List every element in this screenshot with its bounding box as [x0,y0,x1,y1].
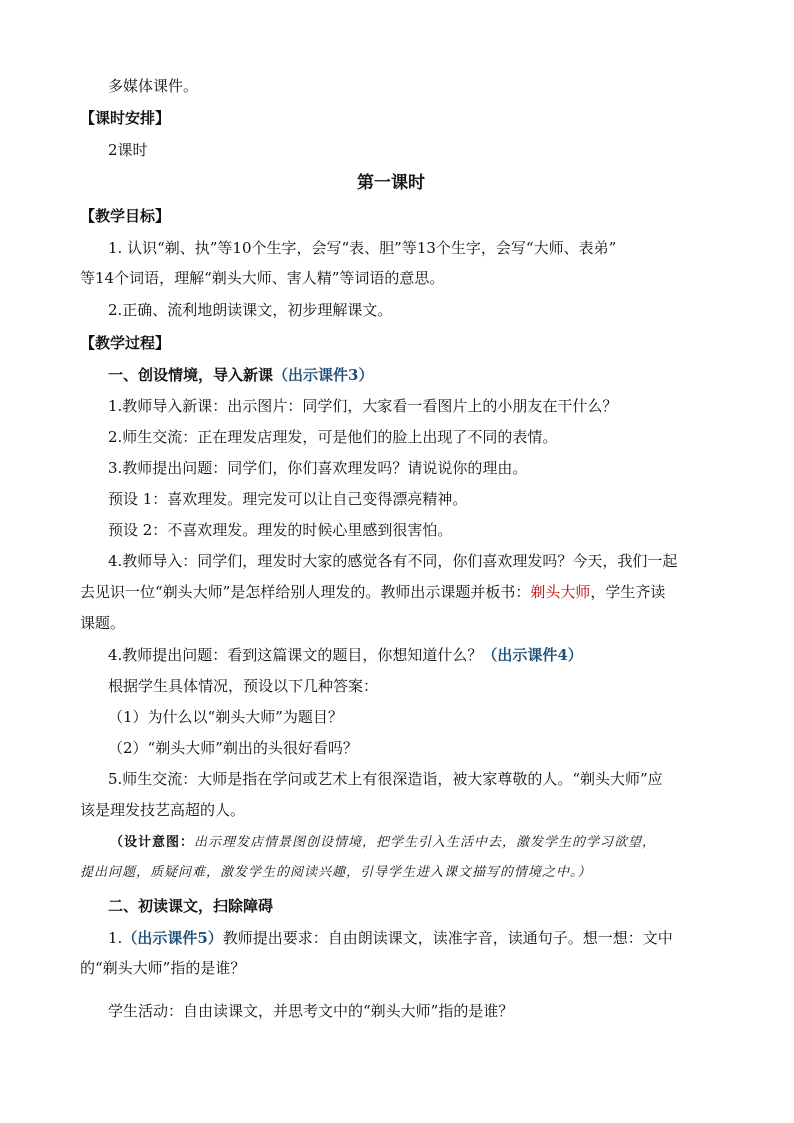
s1-step-5-line-2: 该是理发技艺高超的人。 [80,801,246,819]
s2-step-1-line-2: 的“剃头大师”指的是谁？ [80,959,246,977]
s1-step-4b-ref: （出示课件4） [482,646,583,664]
preset-2: 预设 2：不喜欢理发。理发的时候心里感到很害怕。 [108,521,453,539]
s1-step-4-line-3: 课题。 [80,614,126,632]
lesson-title: 第一课时 [357,173,425,193]
s2-step-1-ref: （出示课件5） [122,929,223,947]
s1-step-4-line-2 [80,582,665,602]
design-intent-line-1 [110,833,656,853]
s1-step-4-line-1: 4.教师导入：同学们，理发时大家的感觉各有不同，你们喜欢理发吗？今天，我们一起 [108,552,678,570]
schedule-header: 【课时安排】 [80,109,171,127]
schedule-text: 2课时 [108,141,148,159]
answers-intro: 根据学生具体情况，预设以下几种答案： [108,677,379,695]
goal-2: 2.正确、流利地朗读课文，初步理解课文。 [108,301,393,319]
section-1-title: 一、创设情境，导入新课 [108,366,274,384]
process-header: 【教学过程】 [80,334,171,352]
student-activity: 学生活动：自由读课文，并思考文中的“剃头大师”指的是谁？ [108,1002,514,1020]
s2-step-1-line-1 [108,928,673,948]
s1-step-4b-text: 4.教师提出问题：看到这篇课文的题目，你想知道什么？ [108,646,483,664]
goal-1-line-1: 1. 认识“剃、执”等10个生字，会写“表、胆”等13个生字，会写“大师、表弟” [108,239,617,257]
s1-step-4-line-2-pre: 去见识一位“剃头大师”是怎样给别人理发的。教师出示课题并板书： [80,583,531,601]
s1-step-3: 3.教师提出问题：同学们，你们喜欢理发吗？请说说你的理由。 [108,459,528,477]
design-intent-text-1: 出示理发店情景图创设情境，把学生引入生活中去，激发学生的学习欲望， [194,835,657,850]
s1-step-2: 2.师生交流：正在理发店理发，可是他们的脸上出现了不同的表情。 [108,428,558,446]
s1-step-1: 1.教师导入新课：出示图片：同学们，大家看一看图片上的小朋友在干什么？ [108,397,618,415]
preset-1: 预设 1：喜欢理发。理完发可以让自己变得漂亮精神。 [108,490,468,508]
answer-1: （1）为什么以“剃头大师”为题目？ [108,708,343,726]
lesson-topic-highlight: 剃头大师 [530,583,591,601]
s2-step-1-num: 1. [108,929,123,947]
section-1-ref: （出示课件3） [273,366,374,384]
s1-step-4-line-2-post: ，学生齐读 [590,583,666,601]
goals-header: 【教学目标】 [80,207,171,225]
s1-step-4b [108,645,583,665]
goal-1-line-2: 等14个词语，理解“剃头大师、害人精”等词语的意思。 [80,269,445,287]
materials-text: 多媒体课件。 [108,77,199,95]
design-intent-label: （设计意图： [110,835,195,850]
design-intent-line-2: 提出问题，质疑问难，激发学生的阅读兴趣，引导学生进入课文描写的情境之中。） [80,865,592,880]
s2-step-1-text: 教师提出要求：自由朗读课文，读准字音，读通句子。想一想：文中 [222,929,673,947]
s1-step-5-line-1: 5.师生交流：大师是指在学问或艺术上有很深造诣，被大家尊敬的人。“剃头大师”应 [108,770,663,788]
section-2-title: 二、初读课文，扫除障碍 [108,897,274,915]
answer-2: （2）“剃头大师”剃出的头很好看吗？ [108,739,358,757]
section-1-heading [108,365,373,385]
